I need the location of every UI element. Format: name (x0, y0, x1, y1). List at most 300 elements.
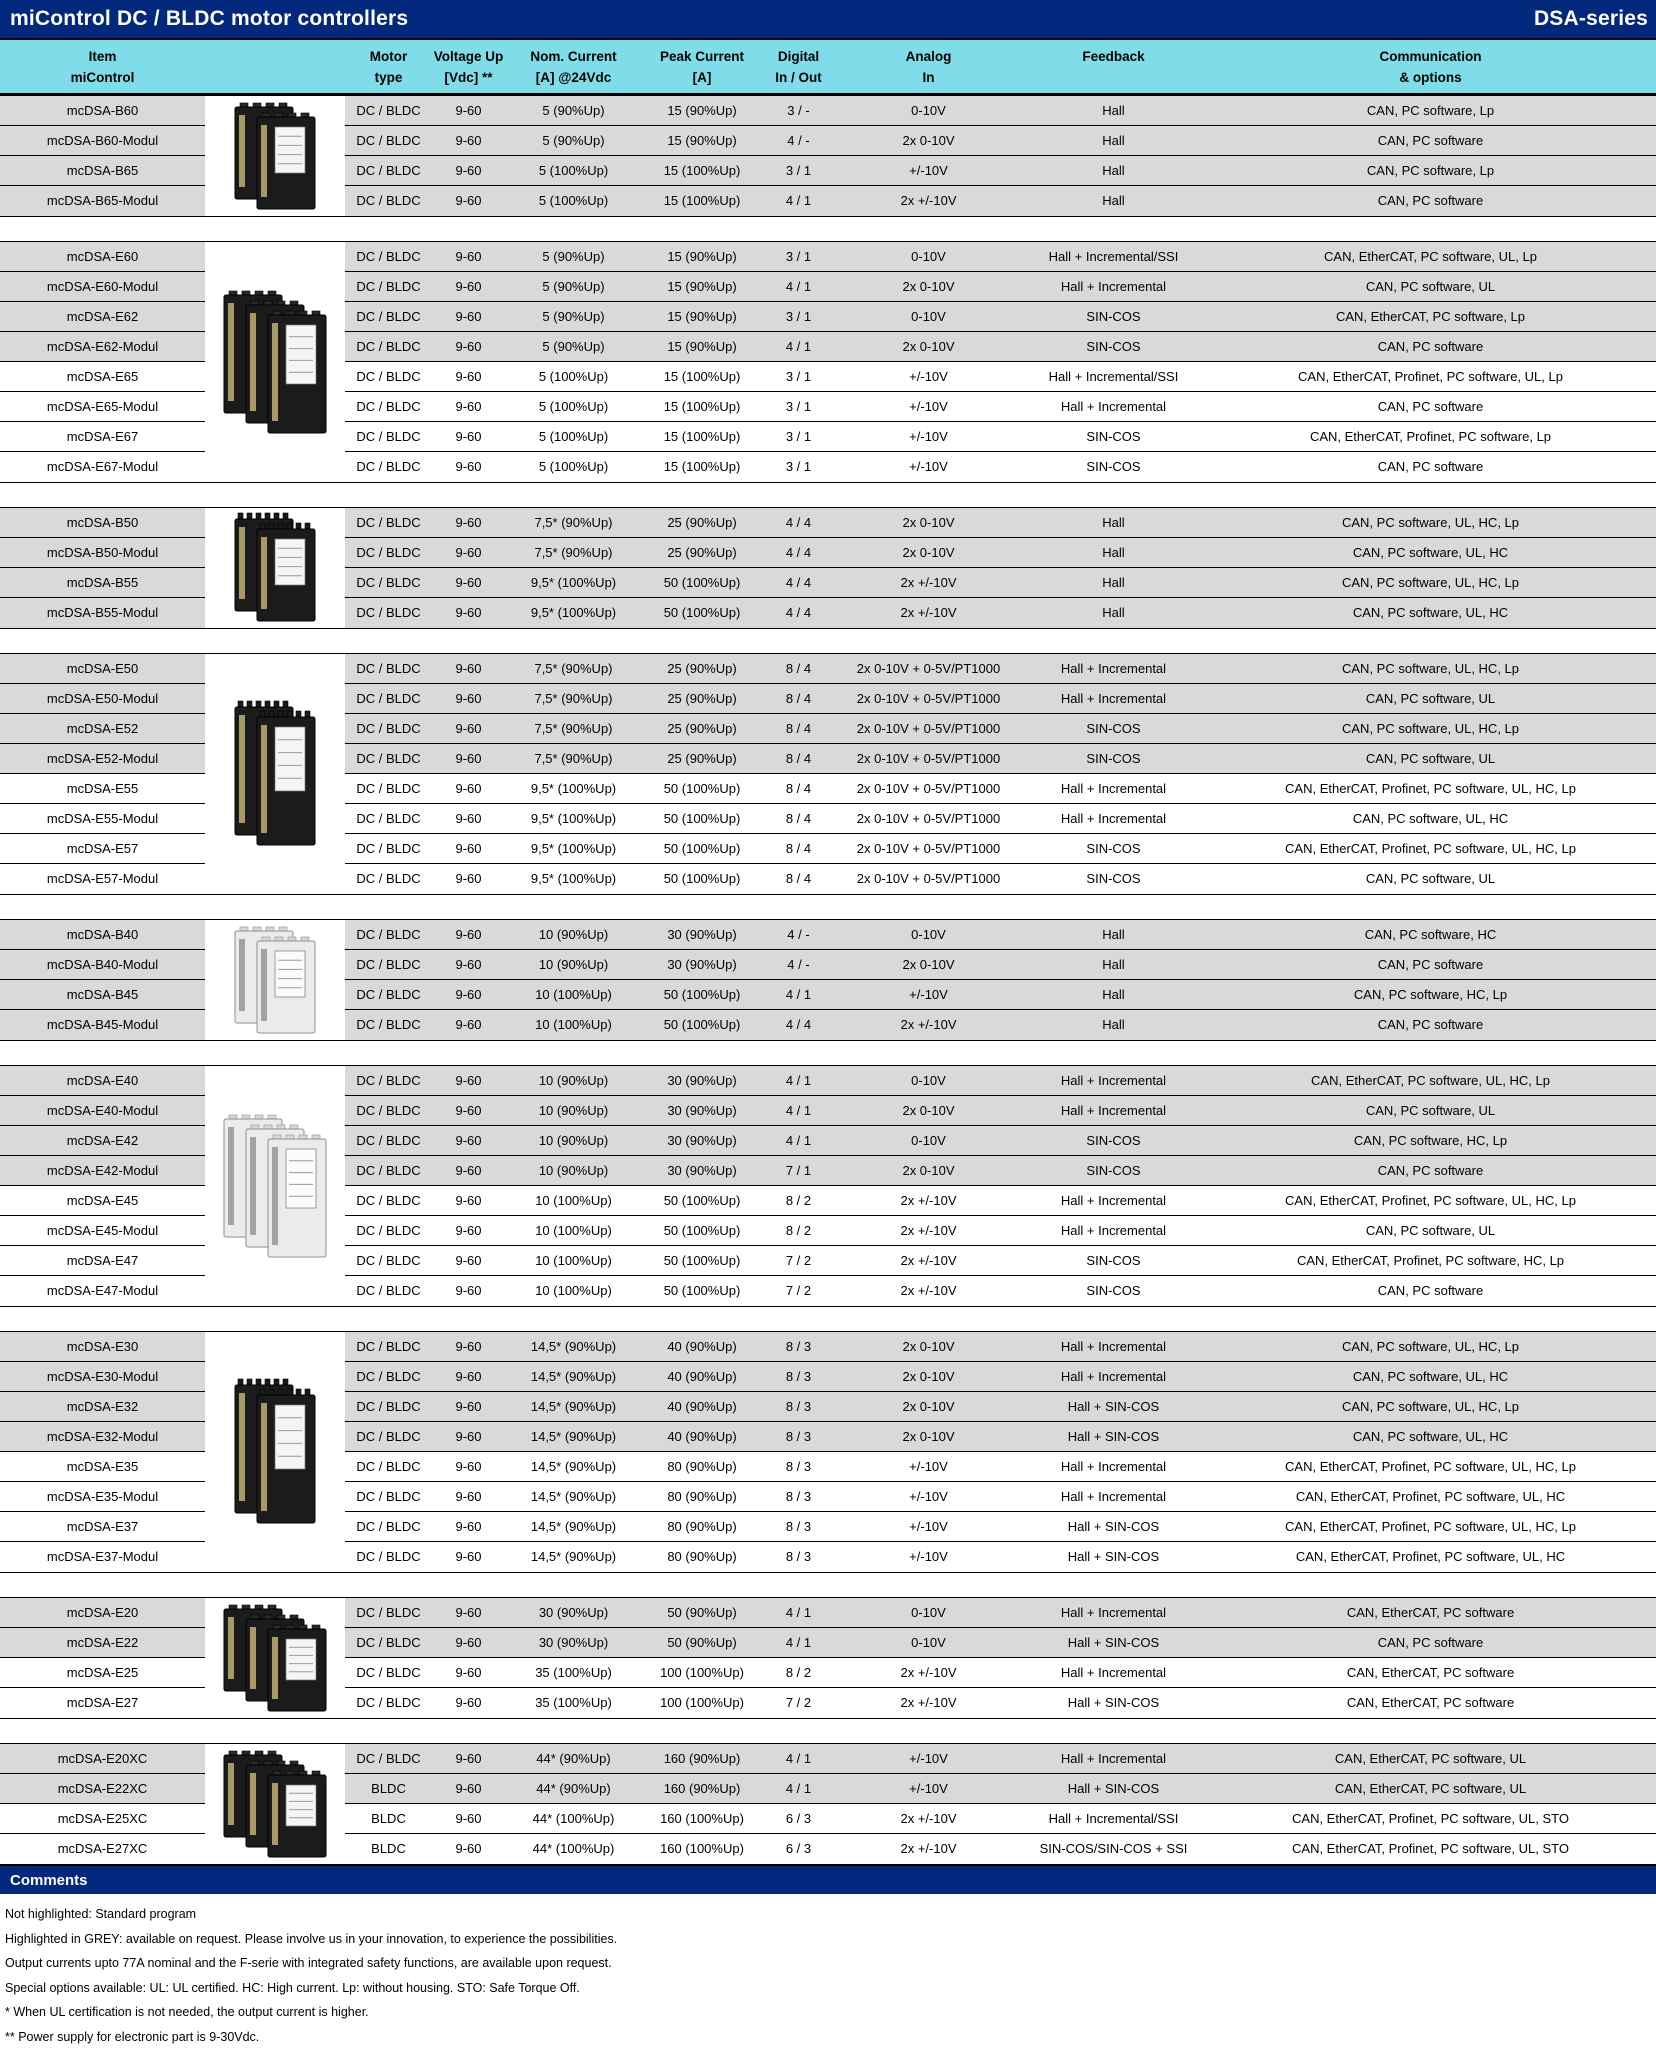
comm-cell: CAN, EtherCAT, Profinet, PC software, UL, HC (1205, 1542, 1656, 1572)
peak-cell: 30 (90%Up) (642, 1126, 762, 1156)
col-header-analog-in: Analog In (835, 46, 1022, 88)
digital-cell: 8 / 4 (762, 834, 835, 864)
nom-cell: 5 (100%Up) (505, 452, 642, 482)
nom-cell: 44* (100%Up) (505, 1834, 642, 1864)
feedback-cell: Hall + Incremental (1022, 1066, 1205, 1096)
nom-cell: 14,5* (90%Up) (505, 1362, 642, 1392)
feedback-cell: SIN-COS/SIN-COS + SSI (1022, 1834, 1205, 1864)
voltage-cell: 9-60 (432, 1010, 505, 1040)
digital-cell: 8 / 4 (762, 774, 835, 804)
analog-cell: 2x +/-10V (835, 1688, 1022, 1718)
comm-cell: CAN, PC software (1205, 1276, 1656, 1306)
voltage-cell: 9-60 (432, 980, 505, 1010)
voltage-cell: 9-60 (432, 684, 505, 714)
digital-cell: 4 / 1 (762, 272, 835, 302)
product-photo-image (205, 699, 345, 849)
analog-cell: 2x +/-10V (835, 1658, 1022, 1688)
nom-cell: 10 (90%Up) (505, 920, 642, 950)
motor-cell: DC / BLDC (345, 1542, 432, 1572)
comm-cell: CAN, PC software, Lp (1205, 96, 1656, 126)
product-group (0, 507, 1656, 629)
item-cell: mcDSA-E55 (0, 774, 205, 804)
product-group (0, 1743, 1656, 1865)
comm-cell: CAN, PC software (1205, 452, 1656, 482)
col-header-image (205, 46, 345, 88)
motor-cell: DC / BLDC (345, 654, 432, 684)
analog-cell: 2x 0-10V (835, 126, 1022, 156)
analog-cell: 0-10V (835, 920, 1022, 950)
group-separator (0, 629, 1656, 653)
feedback-cell: Hall + SIN-COS (1022, 1542, 1205, 1572)
product-photo (205, 242, 345, 482)
item-cell: mcDSA-E20 (0, 1598, 205, 1628)
digital-cell: 8 / 3 (762, 1362, 835, 1392)
motor-cell: DC / BLDC (345, 1512, 432, 1542)
peak-cell: 30 (90%Up) (642, 1156, 762, 1186)
voltage-cell: 9-60 (432, 864, 505, 894)
voltage-cell: 9-60 (432, 1804, 505, 1834)
digital-cell: 8 / 4 (762, 714, 835, 744)
voltage-cell: 9-60 (432, 654, 505, 684)
analog-cell: +/-10V (835, 156, 1022, 186)
comm-cell: CAN, PC software (1205, 392, 1656, 422)
analog-cell: +/-10V (835, 1512, 1022, 1542)
motor-cell: DC / BLDC (345, 1010, 432, 1040)
comm-cell: CAN, EtherCAT, Profinet, PC software, UL, HC (1205, 1482, 1656, 1512)
analog-cell: 2x 0-10V (835, 1422, 1022, 1452)
feedback-cell: Hall + Incremental (1022, 1658, 1205, 1688)
analog-cell: 0-10V (835, 1066, 1022, 1096)
motor-cell: BLDC (345, 1834, 432, 1864)
voltage-cell: 9-60 (432, 422, 505, 452)
analog-cell: 2x 0-10V + 0-5V/PT1000 (835, 804, 1022, 834)
motor-cell: DC / BLDC (345, 1452, 432, 1482)
digital-cell: 7 / 2 (762, 1276, 835, 1306)
feedback-cell: Hall + SIN-COS (1022, 1774, 1205, 1804)
digital-cell: 3 / 1 (762, 242, 835, 272)
digital-cell: 3 / 1 (762, 362, 835, 392)
voltage-cell: 9-60 (432, 156, 505, 186)
voltage-cell: 9-60 (432, 242, 505, 272)
product-group (0, 1065, 1656, 1307)
peak-cell: 50 (100%Up) (642, 1010, 762, 1040)
comm-cell: CAN, EtherCAT, Profinet, PC software, UL, Lp (1205, 362, 1656, 392)
voltage-cell: 9-60 (432, 1126, 505, 1156)
product-photo (205, 96, 345, 216)
comm-cell: CAN, PC software, UL, HC (1205, 1422, 1656, 1452)
product-photo (205, 654, 345, 894)
nom-cell: 5 (90%Up) (505, 96, 642, 126)
peak-cell: 30 (90%Up) (642, 1066, 762, 1096)
comment-line: * When UL certification is not needed, the output current is higher. (5, 2000, 1656, 2025)
analog-cell: 0-10V (835, 1598, 1022, 1628)
voltage-cell: 9-60 (432, 1392, 505, 1422)
feedback-cell: Hall + SIN-COS (1022, 1422, 1205, 1452)
analog-cell: 2x +/-10V (835, 1010, 1022, 1040)
analog-cell: 2x 0-10V + 0-5V/PT1000 (835, 774, 1022, 804)
nom-cell: 9,5* (100%Up) (505, 568, 642, 598)
voltage-cell: 9-60 (432, 744, 505, 774)
peak-cell: 50 (100%Up) (642, 774, 762, 804)
analog-cell: 2x 0-10V (835, 950, 1022, 980)
digital-cell: 8 / 2 (762, 1216, 835, 1246)
item-cell: mcDSA-B65 (0, 156, 205, 186)
item-cell: mcDSA-B60-Modul (0, 126, 205, 156)
feedback-cell: Hall + SIN-COS (1022, 1392, 1205, 1422)
peak-cell: 100 (100%Up) (642, 1688, 762, 1718)
comm-cell: CAN, EtherCAT, PC software (1205, 1658, 1656, 1688)
peak-cell: 50 (100%Up) (642, 1186, 762, 1216)
comm-cell: CAN, EtherCAT, PC software, UL (1205, 1744, 1656, 1774)
digital-cell: 8 / 4 (762, 654, 835, 684)
comm-cell: CAN, PC software, UL, HC (1205, 1362, 1656, 1392)
peak-cell: 25 (90%Up) (642, 744, 762, 774)
digital-cell: 7 / 2 (762, 1246, 835, 1276)
group-separator (0, 1041, 1656, 1065)
motor-cell: DC / BLDC (345, 1744, 432, 1774)
peak-cell: 40 (90%Up) (642, 1392, 762, 1422)
analog-cell: 2x +/-10V (835, 598, 1022, 628)
comm-cell: CAN, PC software, UL (1205, 744, 1656, 774)
item-cell: mcDSA-E65-Modul (0, 392, 205, 422)
voltage-cell: 9-60 (432, 1186, 505, 1216)
motor-cell: DC / BLDC (345, 1066, 432, 1096)
feedback-cell: Hall + Incremental (1022, 1096, 1205, 1126)
voltage-cell: 9-60 (432, 714, 505, 744)
nom-cell: 7,5* (90%Up) (505, 684, 642, 714)
feedback-cell: Hall (1022, 508, 1205, 538)
analog-cell: 2x +/-10V (835, 1246, 1022, 1276)
voltage-cell: 9-60 (432, 1658, 505, 1688)
feedback-cell: Hall + Incremental (1022, 1598, 1205, 1628)
comm-cell: CAN, PC software, UL, HC, Lp (1205, 714, 1656, 744)
comm-cell: CAN, EtherCAT, PC software, UL, Lp (1205, 242, 1656, 272)
peak-cell: 160 (100%Up) (642, 1834, 762, 1864)
item-cell: mcDSA-E22XC (0, 1774, 205, 1804)
feedback-cell: Hall + Incremental (1022, 1744, 1205, 1774)
comments-header-bar (0, 1865, 1656, 1894)
comm-cell: CAN, EtherCAT, Profinet, PC software, UL, STO (1205, 1834, 1656, 1864)
digital-cell: 8 / 3 (762, 1332, 835, 1362)
nom-cell: 9,5* (100%Up) (505, 864, 642, 894)
feedback-cell: Hall + Incremental (1022, 1216, 1205, 1246)
product-photo (205, 1066, 345, 1306)
nom-cell: 44* (90%Up) (505, 1774, 642, 1804)
nom-cell: 14,5* (90%Up) (505, 1452, 642, 1482)
peak-cell: 50 (90%Up) (642, 1598, 762, 1628)
analog-cell: 2x 0-10V (835, 1156, 1022, 1186)
nom-cell: 7,5* (90%Up) (505, 744, 642, 774)
comm-cell: CAN, PC software, UL (1205, 864, 1656, 894)
analog-cell: 2x 0-10V (835, 1392, 1022, 1422)
item-cell: mcDSA-E37-Modul (0, 1542, 205, 1572)
digital-cell: 7 / 2 (762, 1688, 835, 1718)
motor-cell: DC / BLDC (345, 1658, 432, 1688)
analog-cell: +/-10V (835, 1542, 1022, 1572)
motor-cell: DC / BLDC (345, 1422, 432, 1452)
nom-cell: 5 (90%Up) (505, 242, 642, 272)
peak-cell: 80 (90%Up) (642, 1452, 762, 1482)
analog-cell: 2x 0-10V (835, 538, 1022, 568)
nom-cell: 7,5* (90%Up) (505, 508, 642, 538)
product-photo (205, 1332, 345, 1572)
voltage-cell: 9-60 (432, 774, 505, 804)
digital-cell: 3 / 1 (762, 452, 835, 482)
item-cell: mcDSA-E57 (0, 834, 205, 864)
comm-cell: CAN, PC software, UL (1205, 684, 1656, 714)
feedback-cell: Hall (1022, 980, 1205, 1010)
comm-cell: CAN, EtherCAT, Profinet, PC software, HC, Lp (1205, 1246, 1656, 1276)
analog-cell: 2x 0-10V + 0-5V/PT1000 (835, 654, 1022, 684)
group-separator (0, 1573, 1656, 1597)
analog-cell: 2x 0-10V (835, 272, 1022, 302)
item-cell: mcDSA-B40 (0, 920, 205, 950)
item-cell: mcDSA-E47-Modul (0, 1276, 205, 1306)
voltage-cell: 9-60 (432, 1362, 505, 1392)
voltage-cell: 9-60 (432, 332, 505, 362)
analog-cell: +/-10V (835, 1482, 1022, 1512)
peak-cell: 15 (90%Up) (642, 242, 762, 272)
peak-cell: 80 (90%Up) (642, 1542, 762, 1572)
analog-cell: 2x 0-10V (835, 1096, 1022, 1126)
feedback-cell: Hall + Incremental (1022, 774, 1205, 804)
motor-cell: DC / BLDC (345, 1362, 432, 1392)
product-photo-image (205, 1111, 345, 1261)
motor-cell: DC / BLDC (345, 1216, 432, 1246)
nom-cell: 7,5* (90%Up) (505, 538, 642, 568)
nom-cell: 44* (100%Up) (505, 1804, 642, 1834)
col-header-peak-current: Peak Current [A] (642, 46, 762, 88)
comm-cell: CAN, PC software, Lp (1205, 156, 1656, 186)
digital-cell: 4 / 1 (762, 1126, 835, 1156)
comm-cell: CAN, PC software (1205, 1010, 1656, 1040)
item-cell: mcDSA-E25 (0, 1658, 205, 1688)
peak-cell: 160 (90%Up) (642, 1774, 762, 1804)
feedback-cell: Hall + Incremental/SSI (1022, 242, 1205, 272)
peak-cell: 160 (100%Up) (642, 1804, 762, 1834)
col-header-communication: Communication & options (1205, 46, 1656, 88)
nom-cell: 9,5* (100%Up) (505, 804, 642, 834)
motor-cell: DC / BLDC (345, 714, 432, 744)
analog-cell: 2x 0-10V (835, 1332, 1022, 1362)
peak-cell: 50 (100%Up) (642, 1216, 762, 1246)
comments-title: Comments (0, 1872, 88, 1889)
nom-cell: 14,5* (90%Up) (505, 1542, 642, 1572)
digital-cell: 4 / 1 (762, 186, 835, 216)
nom-cell: 10 (100%Up) (505, 1216, 642, 1246)
peak-cell: 15 (90%Up) (642, 302, 762, 332)
item-cell: mcDSA-E62 (0, 302, 205, 332)
comm-cell: CAN, PC software (1205, 332, 1656, 362)
digital-cell: 4 / 1 (762, 1598, 835, 1628)
digital-cell: 8 / 3 (762, 1392, 835, 1422)
item-cell: mcDSA-E45 (0, 1186, 205, 1216)
voltage-cell: 9-60 (432, 126, 505, 156)
motor-cell: DC / BLDC (345, 1628, 432, 1658)
group-separator (0, 483, 1656, 507)
feedback-cell: Hall (1022, 126, 1205, 156)
digital-cell: 4 / - (762, 920, 835, 950)
comm-cell: CAN, EtherCAT, PC software, UL (1205, 1774, 1656, 1804)
comm-cell: CAN, EtherCAT, PC software (1205, 1598, 1656, 1628)
item-cell: mcDSA-E32 (0, 1392, 205, 1422)
nom-cell: 30 (90%Up) (505, 1628, 642, 1658)
motor-cell: DC / BLDC (345, 156, 432, 186)
analog-cell: 0-10V (835, 302, 1022, 332)
voltage-cell: 9-60 (432, 1744, 505, 1774)
product-photo (205, 508, 345, 628)
voltage-cell: 9-60 (432, 1834, 505, 1864)
item-cell: mcDSA-E37 (0, 1512, 205, 1542)
comm-cell: CAN, EtherCAT, Profinet, PC software, UL, HC, Lp (1205, 1512, 1656, 1542)
comm-cell: CAN, PC software, UL (1205, 272, 1656, 302)
digital-cell: 8 / 4 (762, 864, 835, 894)
nom-cell: 10 (90%Up) (505, 1156, 642, 1186)
item-cell: mcDSA-E60-Modul (0, 272, 205, 302)
comm-cell: CAN, PC software (1205, 126, 1656, 156)
feedback-cell: SIN-COS (1022, 1246, 1205, 1276)
item-cell: mcDSA-B50-Modul (0, 538, 205, 568)
product-group (0, 95, 1656, 217)
peak-cell: 15 (100%Up) (642, 186, 762, 216)
nom-cell: 9,5* (100%Up) (505, 834, 642, 864)
analog-cell: 2x +/-10V (835, 568, 1022, 598)
digital-cell: 4 / 1 (762, 332, 835, 362)
nom-cell: 10 (100%Up) (505, 1246, 642, 1276)
peak-cell: 50 (100%Up) (642, 1276, 762, 1306)
motor-cell: DC / BLDC (345, 186, 432, 216)
motor-cell: DC / BLDC (345, 1332, 432, 1362)
comm-cell: CAN, PC software, UL (1205, 1096, 1656, 1126)
comm-cell: CAN, EtherCAT, Profinet, PC software, UL, HC, Lp (1205, 1452, 1656, 1482)
peak-cell: 25 (90%Up) (642, 714, 762, 744)
nom-cell: 10 (90%Up) (505, 950, 642, 980)
voltage-cell: 9-60 (432, 1332, 505, 1362)
comment-line: Highlighted in GREY: available on request. Please involve us in your innovation, to experience the possibilities. (5, 1927, 1656, 1952)
nom-cell: 5 (100%Up) (505, 156, 642, 186)
peak-cell: 15 (90%Up) (642, 272, 762, 302)
nom-cell: 5 (90%Up) (505, 302, 642, 332)
digital-cell: 3 / 1 (762, 422, 835, 452)
motor-cell: DC / BLDC (345, 598, 432, 628)
motor-cell: DC / BLDC (345, 332, 432, 362)
item-cell: mcDSA-E27XC (0, 1834, 205, 1864)
peak-cell: 80 (90%Up) (642, 1512, 762, 1542)
comm-cell: CAN, PC software, UL (1205, 1216, 1656, 1246)
digital-cell: 6 / 3 (762, 1804, 835, 1834)
nom-cell: 10 (100%Up) (505, 980, 642, 1010)
nom-cell: 5 (90%Up) (505, 332, 642, 362)
voltage-cell: 9-60 (432, 362, 505, 392)
comm-cell: CAN, EtherCAT, PC software, UL, HC, Lp (1205, 1066, 1656, 1096)
product-photo-image (205, 1601, 345, 1715)
comment-line: Not highlighted: Standard program (5, 1902, 1656, 1927)
analog-cell: 2x 0-10V (835, 1362, 1022, 1392)
peak-cell: 25 (90%Up) (642, 654, 762, 684)
item-cell: mcDSA-E67-Modul (0, 452, 205, 482)
product-photo-image (205, 99, 345, 213)
motor-cell: DC / BLDC (345, 920, 432, 950)
motor-cell: DC / BLDC (345, 1392, 432, 1422)
peak-cell: 50 (100%Up) (642, 1246, 762, 1276)
comm-cell: CAN, PC software (1205, 1628, 1656, 1658)
item-cell: mcDSA-E45-Modul (0, 1216, 205, 1246)
item-cell: mcDSA-E35-Modul (0, 1482, 205, 1512)
voltage-cell: 9-60 (432, 598, 505, 628)
comm-cell: CAN, EtherCAT, Profinet, PC software, UL, STO (1205, 1804, 1656, 1834)
comm-cell: CAN, PC software, UL, HC, Lp (1205, 1332, 1656, 1362)
feedback-cell: Hall + Incremental (1022, 1362, 1205, 1392)
peak-cell: 40 (90%Up) (642, 1362, 762, 1392)
motor-cell: DC / BLDC (345, 1186, 432, 1216)
feedback-cell: Hall + SIN-COS (1022, 1512, 1205, 1542)
digital-cell: 7 / 1 (762, 1156, 835, 1186)
item-cell: mcDSA-E50 (0, 654, 205, 684)
peak-cell: 50 (100%Up) (642, 598, 762, 628)
feedback-cell: SIN-COS (1022, 1156, 1205, 1186)
nom-cell: 35 (100%Up) (505, 1688, 642, 1718)
digital-cell: 8 / 3 (762, 1542, 835, 1572)
comment-line: Output currents upto 77A nominal and the F-serie with integrated safety functions, are available upon request. (5, 1951, 1656, 1976)
peak-cell: 15 (90%Up) (642, 332, 762, 362)
item-cell: mcDSA-E32-Modul (0, 1422, 205, 1452)
nom-cell: 7,5* (90%Up) (505, 654, 642, 684)
peak-cell: 50 (100%Up) (642, 980, 762, 1010)
item-cell: mcDSA-E40-Modul (0, 1096, 205, 1126)
motor-cell: DC / BLDC (345, 980, 432, 1010)
motor-cell: DC / BLDC (345, 302, 432, 332)
item-cell: mcDSA-B60 (0, 96, 205, 126)
peak-cell: 30 (90%Up) (642, 920, 762, 950)
item-cell: mcDSA-E22 (0, 1628, 205, 1658)
item-cell: mcDSA-E62-Modul (0, 332, 205, 362)
voltage-cell: 9-60 (432, 1096, 505, 1126)
nom-cell: 5 (90%Up) (505, 126, 642, 156)
feedback-cell: Hall + SIN-COS (1022, 1688, 1205, 1718)
digital-cell: 4 / 4 (762, 538, 835, 568)
feedback-cell: Hall + Incremental (1022, 1332, 1205, 1362)
title-bar (0, 0, 1656, 40)
motor-cell: DC / BLDC (345, 1246, 432, 1276)
product-photo (205, 920, 345, 1040)
feedback-cell: SIN-COS (1022, 332, 1205, 362)
group-separator (0, 1719, 1656, 1743)
analog-cell: 0-10V (835, 1628, 1022, 1658)
motor-cell: DC / BLDC (345, 242, 432, 272)
voltage-cell: 9-60 (432, 1156, 505, 1186)
feedback-cell: SIN-COS (1022, 744, 1205, 774)
motor-cell: BLDC (345, 1804, 432, 1834)
nom-cell: 10 (90%Up) (505, 1066, 642, 1096)
digital-cell: 8 / 3 (762, 1422, 835, 1452)
comm-cell: CAN, PC software, HC, Lp (1205, 1126, 1656, 1156)
analog-cell: 2x +/-10V (835, 1186, 1022, 1216)
voltage-cell: 9-60 (432, 804, 505, 834)
feedback-cell: Hall + Incremental (1022, 1482, 1205, 1512)
item-cell: mcDSA-E65 (0, 362, 205, 392)
voltage-cell: 9-60 (432, 1542, 505, 1572)
peak-cell: 50 (90%Up) (642, 1628, 762, 1658)
digital-cell: 4 / 4 (762, 1010, 835, 1040)
feedback-cell: SIN-COS (1022, 864, 1205, 894)
peak-cell: 15 (100%Up) (642, 452, 762, 482)
nom-cell: 7,5* (90%Up) (505, 714, 642, 744)
peak-cell: 100 (100%Up) (642, 1658, 762, 1688)
motor-cell: DC / BLDC (345, 96, 432, 126)
comm-cell: CAN, PC software, UL, HC, Lp (1205, 508, 1656, 538)
digital-cell: 4 / - (762, 950, 835, 980)
feedback-cell: Hall (1022, 186, 1205, 216)
